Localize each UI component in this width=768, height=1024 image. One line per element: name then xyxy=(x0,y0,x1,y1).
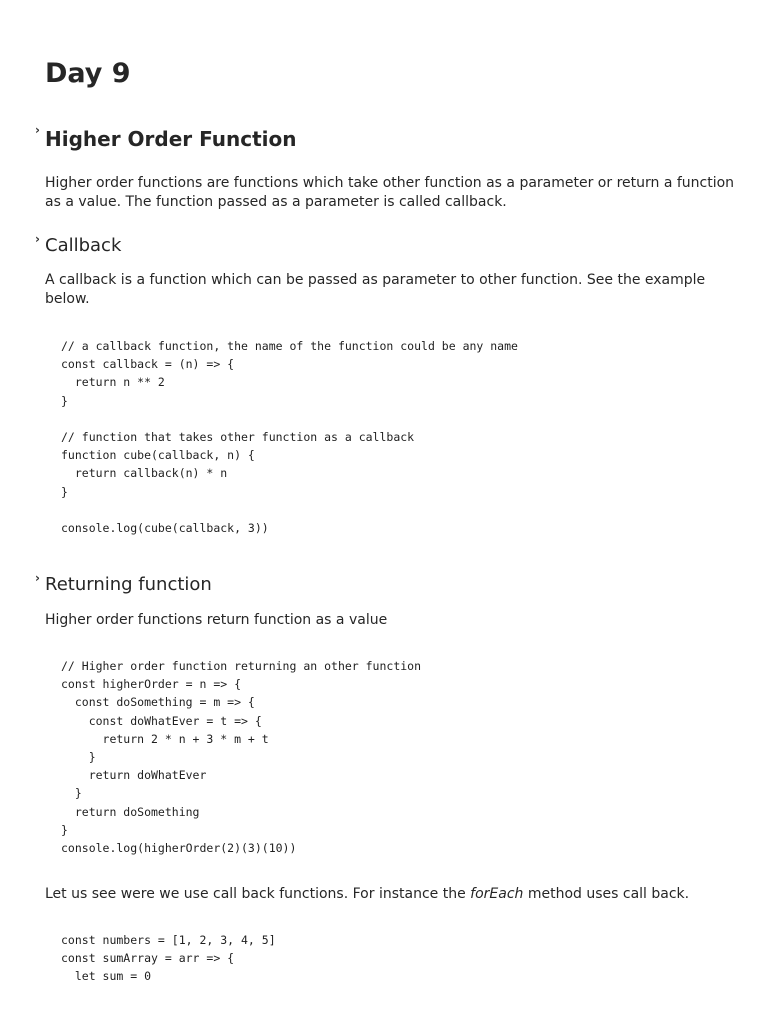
foreach-text-before: Let us see were we use call back functions. For instance the xyxy=(45,886,471,902)
code-line: return doSomething xyxy=(61,804,200,819)
code-line: return doWhatEver xyxy=(61,768,207,783)
code-line: const numbers = [1, 2, 3, 4, 5] xyxy=(61,933,276,947)
section-title-callback: Callback xyxy=(45,235,122,256)
code-line: return 2 * n + 3 * m + t xyxy=(61,731,269,746)
code-line: // Higher order function returning an other function xyxy=(61,659,422,673)
code-line xyxy=(61,410,518,428)
code-line: // a callback function, the name of the function could be any name xyxy=(61,339,518,353)
code-line: const sumArray = arr => { xyxy=(61,951,235,966)
page-title: Day 9 xyxy=(45,58,131,89)
code-block-callback xyxy=(61,337,518,537)
section-title-returning-function: Returning function xyxy=(45,574,212,595)
foreach-text-after: method uses call back. xyxy=(523,886,690,902)
code-line: return callback(n) * n xyxy=(61,466,228,481)
section-description-higher-order-function: Higher order functions are functions which take other function as a parameter or return a function as a value. The function passed as a parameter is called callback. xyxy=(45,175,735,210)
code-line: } xyxy=(61,393,68,408)
code-line: console.log(higherOrder(2)(3)(10)) xyxy=(61,840,297,855)
code-line: const higherOrder = n => { xyxy=(61,677,242,692)
heading-anchor-icon[interactable]: › xyxy=(35,571,40,585)
code-line: } xyxy=(61,749,96,764)
code-line: const doSomething = m => { xyxy=(61,695,255,710)
code-block-returning-function xyxy=(61,657,421,857)
code-line: // function that takes other function as a callback xyxy=(61,429,415,444)
code-line: } xyxy=(61,484,68,499)
code-line: return n ** 2 xyxy=(61,375,165,390)
heading-anchor-icon[interactable]: › xyxy=(35,232,40,246)
foreach-paragraph xyxy=(45,885,735,904)
code-block-foreach xyxy=(61,931,276,986)
heading-anchor-icon[interactable]: › xyxy=(35,123,40,137)
section-description-returning-function: Higher order functions return function as a value xyxy=(45,612,388,628)
code-line xyxy=(61,501,518,519)
section-title-higher-order-function: Higher Order Function xyxy=(45,127,297,151)
section-description-callback: A callback is a function which can be passed as parameter to other function. See the example below. xyxy=(45,272,706,307)
foreach-method-name: forEach xyxy=(470,886,524,902)
code-line: let sum = 0 xyxy=(61,969,152,984)
code-line: } xyxy=(61,786,82,801)
code-line: const doWhatEver = t => { xyxy=(61,713,262,728)
code-line: console.log(cube(callback, 3)) xyxy=(61,520,269,535)
code-line: } xyxy=(61,822,68,837)
code-line: function cube(callback, n) { xyxy=(61,448,255,463)
code-line: const callback = (n) => { xyxy=(61,357,235,372)
